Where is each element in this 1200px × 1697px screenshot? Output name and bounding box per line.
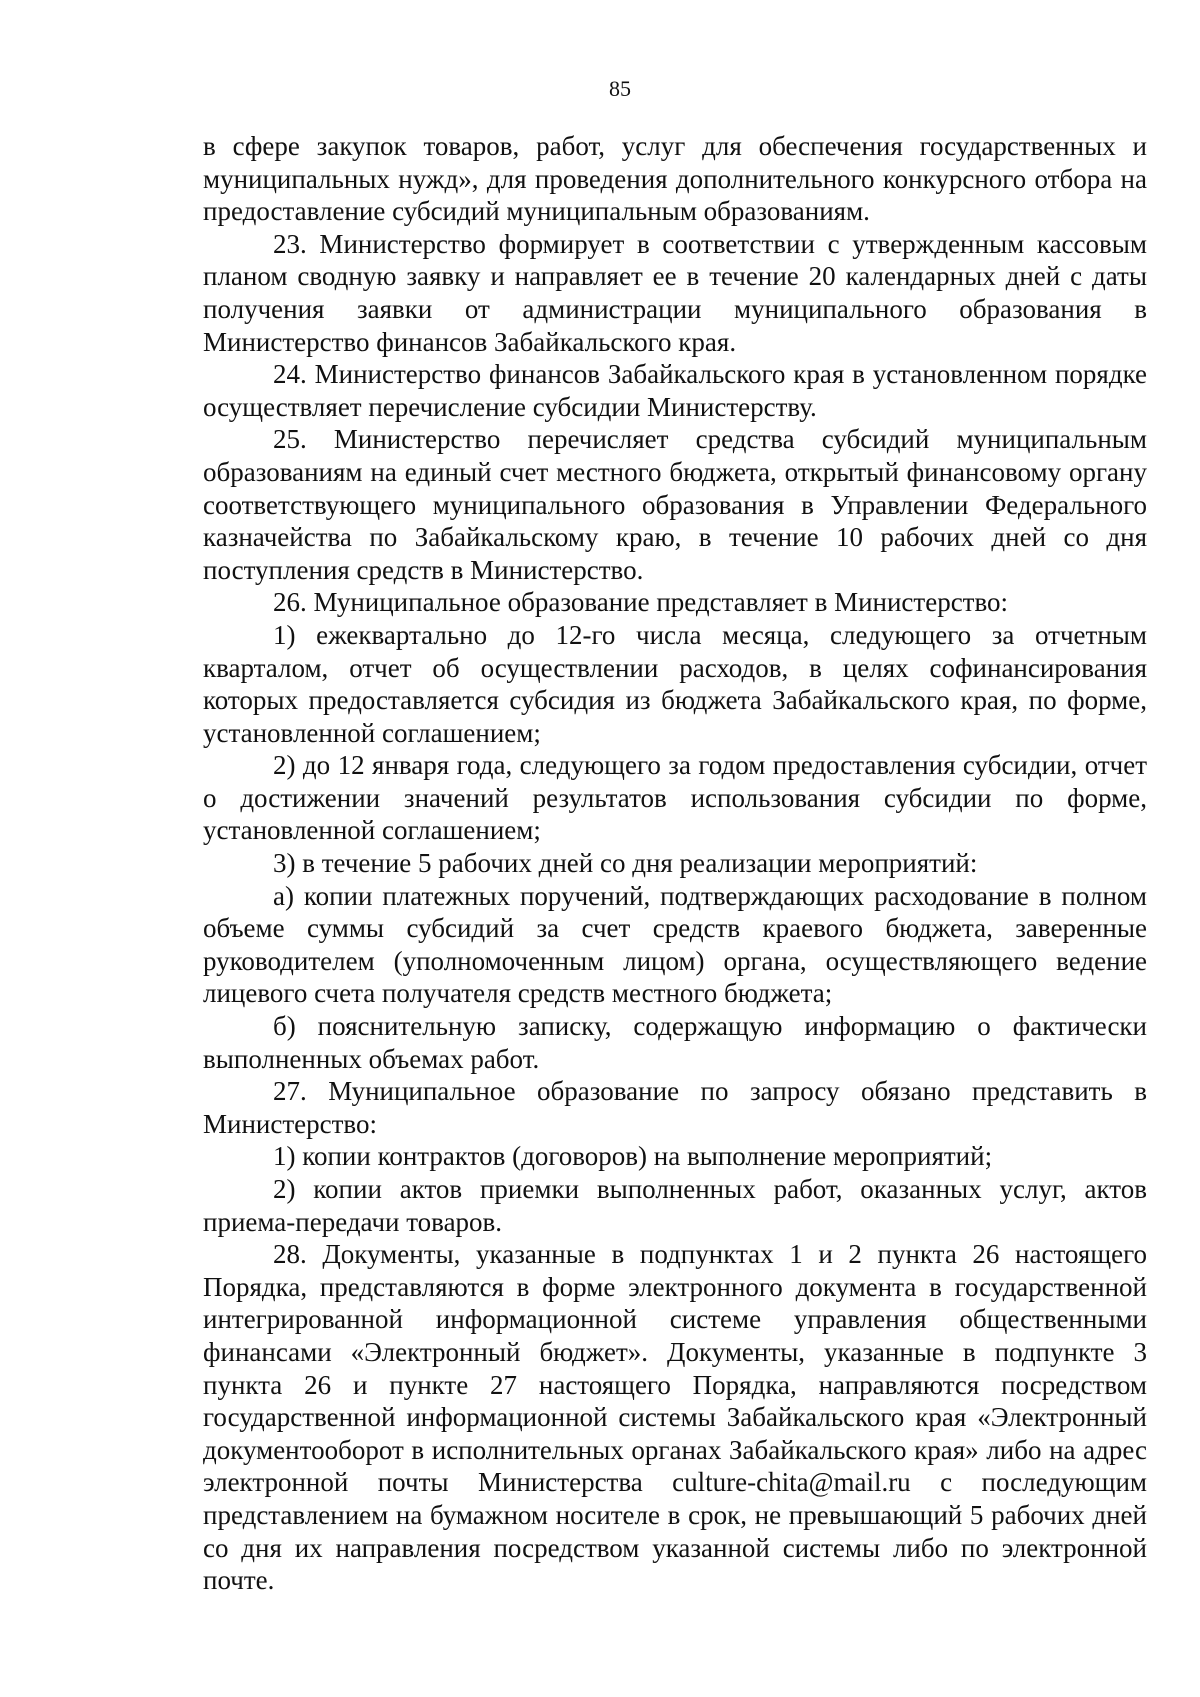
paragraph-28: 28. Документы, указанные в подпунктах 1 и 2 пункта 26 настоящего Порядка, представляются в форме электронного документа в государственной интегрированной информационной системе управления общественными финансами «Электронный бюджет». Документы, указанные в подпункте 3 пункта 26 и пункте 27 настоящего Порядка, направляются посредством государственной информационной системы Забайкальского края «Электронный документооборот в исполнительных органах Забайкальского края» либо на адрес электронной почты Министерства culture-chita@mail.ru с последующим представлением на бумажном носителе в срок, не превышающий 5 рабочих дней со дня их направления посредством указанной системы либо по электронной почте. bbox=[203, 1239, 1147, 1596]
paragraph-26: 26. Муниципальное образование представляет в Министерство: bbox=[273, 587, 1009, 618]
paragraph-25: 25. Министерство перечисляет средства субсидий муниципальным образованиям на единый счет местного бюджета, открытый финансовому органу соответствующего муниципального образования в Управлении Федерального казначейства по Забайкальскому краю, в течение 10 рабочих дней со дня поступления средств в Министерство. bbox=[203, 424, 1147, 585]
paragraph-26-item-1: 1) ежеквартально до 12-го числа месяца, следующего за отчетным кварталом, отчет об осуществлении расходов, в целях софинансирования которых предоставляется субсидия из бюджета Забайкальского края, по форме, установленной соглашением; bbox=[203, 619, 1147, 748]
page-number: 85 bbox=[609, 76, 631, 101]
paragraph-26-item-3a: а) копии платежных поручений, подтверждающих расходование в полном объеме суммы субсидий за счет средств краевого бюджета, заверенные руководителем (уполномоченным лицом) органа, осуществляющего ведение лицевого счета получателя средств местного бюджета; bbox=[203, 880, 1147, 1009]
paragraph-26-item-3b: б) пояснительную записку, содержащую информацию о фактически выполненных объемах работ. bbox=[203, 1011, 1147, 1074]
paragraph-24: 24. Министерство финансов Забайкальского края в установленном порядке осуществляет перечисление субсидии Министерству. bbox=[203, 359, 1147, 422]
paragraph-26-item-2: 2) до 12 января года, следующего за годом предоставления субсидии, отчет о достижении значений результатов использования субсидии по форме, установленной соглашением; bbox=[203, 750, 1147, 846]
paragraph-27: 27. Муниципальное образование по запросу обязано представить в Министерство: bbox=[203, 1076, 1147, 1139]
document-body bbox=[203, 130, 1147, 1597]
paragraph-27-item-2: 2) копии актов приемки выполненных работ, оказанных услуг, актов приема-передачи товаров. bbox=[203, 1174, 1147, 1237]
paragraph-23: 23. Министерство формирует в соответствии с утвержденным кассовым планом сводную заявку и направляет ее в течение 20 календарных дней с даты получения заявки от администрации муниципального образования в Министерство финансов Забайкальского края. bbox=[203, 228, 1147, 357]
paragraph-26-item-3: 3) в течение 5 рабочих дней со дня реализации мероприятий: bbox=[273, 848, 978, 879]
paragraph-continuation: в сфере закупок товаров, работ, услуг для обеспечения государственных и муниципальных нужд», для проведения дополнительного конкурсного отбора на предоставление субсидий муниципальным образованиям. bbox=[203, 131, 1147, 227]
paragraph-27-item-1: 1) копии контрактов (договоров) на выполнение мероприятий; bbox=[273, 1141, 993, 1172]
